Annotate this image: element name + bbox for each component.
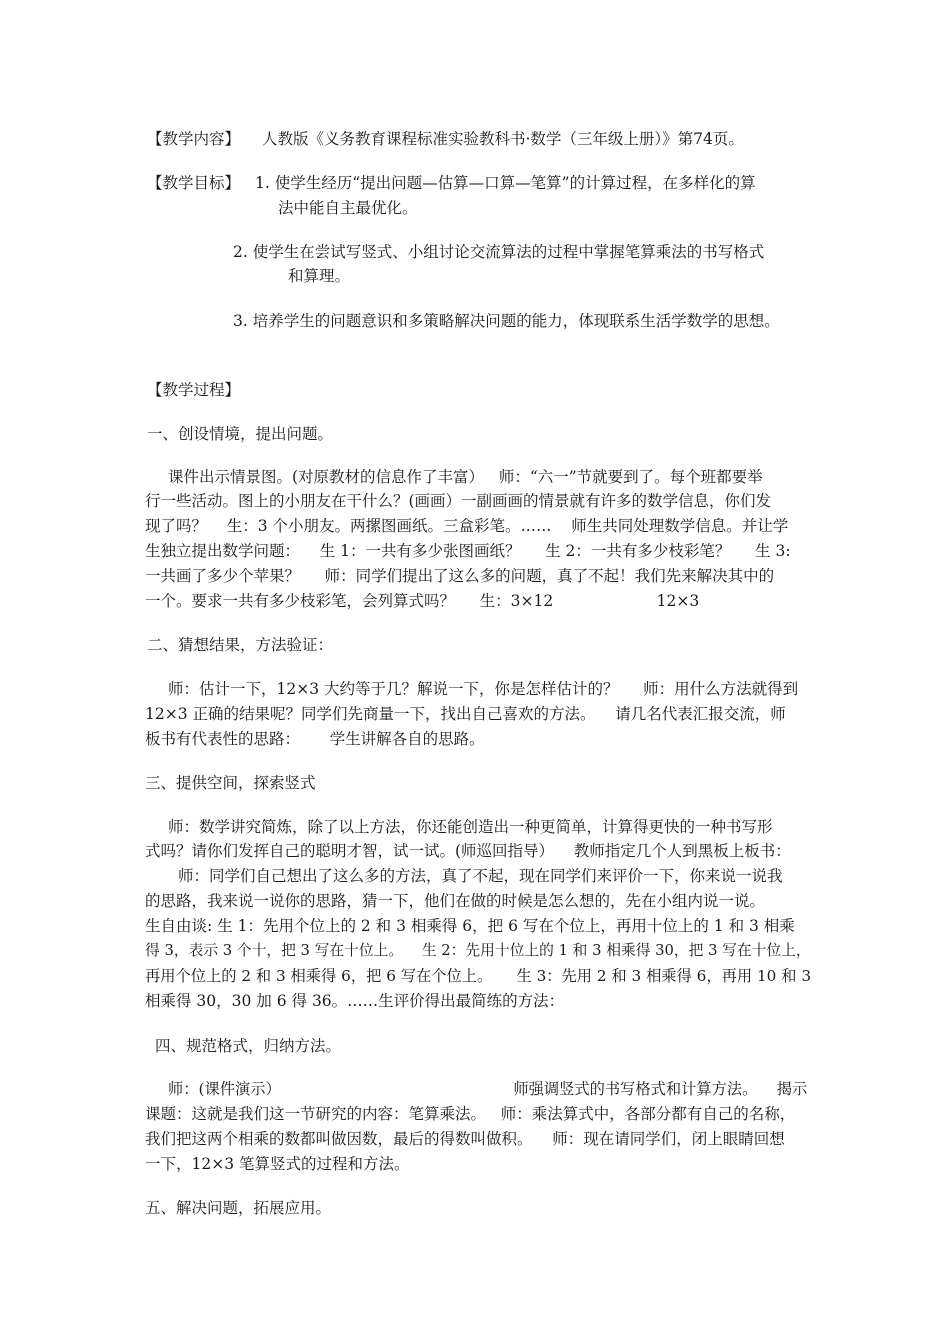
section-1-line: 现了吗？ 生：3 个小朋友。两摞图画纸。三盒彩笔。…… 师生共同处理数学信息。并让学 [145,517,789,535]
section-4-line: 我们把这两个相乘的数都叫做因数，最后的得数叫做积。 师：现在请同学们，闭上眼睛回想 [145,1130,785,1148]
section-3-line: 得 3，表示 3 个十，把 3 写在十位上。 生 2：先用十位上的 1 和 3 相乘得 30，把 3 写在十位上， [145,942,811,959]
section-3-line: 生自由谈: 生 1：先用个位上的 2 和 3 相乘得 6，把 6 写在个位上，再用十位上的 1 和 3 相乘 [145,917,795,935]
section-2-line: 12×3 正确的结果呢？同学们先商量一下，找出自己喜欢的方法。 请几名代表汇报交流，师 [145,705,786,723]
section-1-line: 一个。要求一共有多少枝彩笔，会列算式吗？ 生：3×12 12×3 [145,592,700,610]
section-4-heading: 四、规范格式，归纳方法。 [155,1037,342,1055]
section-3-heading: 三、提供空间，探索竖式 [145,774,316,792]
section-2-heading: 二、猜想结果，方法验证： [147,636,334,654]
section-1-line: 一共画了多少个苹果？ 师：同学们提出了这么多的问题，真了不起！我们先来解决其中的 [145,567,775,585]
section-3-line: 再用个位上的 2 和 3 相乘得 6，把 6 写在个位上。 生 3：先用 2 和 3 相乘得 6，再用 10 和 3 [145,967,812,985]
goal-1-line-1: 1. 使学生经历“提出问题—估算—口算—笔算”的计算过程，在多样化的算 [255,174,756,192]
section-4-line: 课题：这就是我们这一节研究的内容：笔算乘法。 师：乘法算式中，各部分都有自己的名称， [145,1105,796,1123]
goal-2-line-1: 2. 使学生在尝试写竖式、小组讨论交流算法的过程中掌握笔算乘法的书写格式 [233,243,765,261]
section-2-line: 师：估计一下，12×3 大约等于几？解说一下，你是怎样估计的？ 师：用什么方法就得到 [168,680,799,698]
section-3-line: 的思路，我来说一说你的思路，猜一下，他们在做的时候是怎么想的，先在小组内说一说。 [145,892,766,910]
section-4-line: 师：(课件演示） 师强调竖式的书写格式和计算方法。 揭示 [168,1080,808,1098]
content-label: 【教学内容】 [147,130,241,148]
process-label: 【教学过程】 [147,381,241,399]
goal-2-line-2: 和算理。 [288,267,351,285]
section-5-heading: 五、解决问题，拓展应用。 [145,1199,332,1217]
section-3-line: 师：数学讲究简炼，除了以上方法，你还能创造出一种更简单，计算得更快的一种书写形 [168,818,773,836]
goal-3-line-1: 3. 培养学生的问题意识和多策略解决问题的能力，体现联系生活学数学的思想。 [233,312,780,330]
goal-1-line-2: 法中能自主最优化。 [278,199,418,217]
section-1-heading: 一、创设情境，提出问题。 [147,425,334,443]
content-text: 人教版《义务教育课程标准实验教科书·数学（三年级上册）》第74页。 [262,130,744,148]
section-1-line: 生独立提出数学问题： 生 1：一共有多少张图画纸？ 生 2：一共有多少枝彩笔？ 生 3: [145,542,791,560]
section-1-line: 课件出示情景图。(对原教材的信息作了丰富） 师：“六一”节就要到了。每个班都要举 [168,468,763,486]
section-3-line: 相乘得 30，30 加 6 得 36。……生评价得出最简练的方法： [145,992,565,1010]
section-2-line: 板书有代表性的思路： 学生讲解各自的思路。 [145,730,485,748]
goals-label: 【教学目标】 [147,174,241,192]
section-3-line: 师：同学们自己想出了这么多的方法，真了不起，现在同学们来评价一下，你来说一说我 [178,867,783,885]
section-4-line: 一下，12×3 笔算竖式的过程和方法。 [145,1155,410,1173]
section-3-line: 式吗？请你们发挥自己的聪明才智，试一试。(师巡回指导） 教师指定几个人到黑板上板书： [145,842,791,860]
section-1-line: 行一些活动。图上的小朋友在干什么？(画画）一副画画的情景就有许多的数学信息，你们发 [145,492,772,510]
